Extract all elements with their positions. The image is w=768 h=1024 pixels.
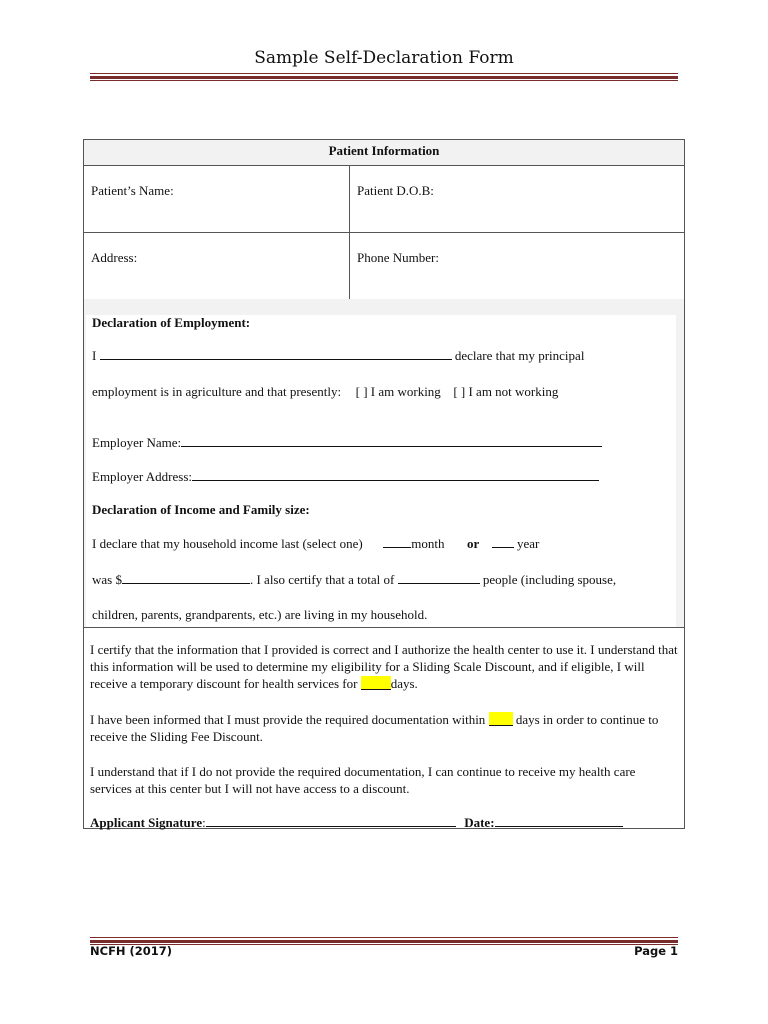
date-label: Date: bbox=[464, 815, 495, 830]
declaration-form bbox=[83, 139, 685, 829]
patient-name-cell[interactable] bbox=[84, 165, 350, 232]
employment-i: I bbox=[92, 348, 97, 363]
employment-line-1 bbox=[92, 348, 584, 364]
footer-divider bbox=[90, 937, 678, 945]
patient-dob-label: Patient D.O.B: bbox=[357, 183, 434, 198]
employer-name-line bbox=[92, 435, 602, 451]
documentation-end-text: days in order to continue to receive the Sliding Fee Discount. bbox=[90, 712, 659, 744]
people-count-blank[interactable] bbox=[398, 572, 480, 584]
employment-heading: Declaration of Employment: bbox=[92, 315, 251, 330]
page-number: Page 1 bbox=[634, 944, 678, 958]
declarant-name-blank[interactable] bbox=[100, 348, 452, 360]
certification-paragraph-1 bbox=[90, 641, 680, 692]
phone-label: Phone Number: bbox=[357, 250, 439, 265]
employment-line-2 bbox=[92, 384, 558, 400]
employment-declare-text: declare that my principal bbox=[454, 348, 585, 363]
signature-label: Applicant Signature bbox=[90, 815, 203, 830]
year-blank[interactable] bbox=[492, 536, 514, 548]
patient-name-label: Patient’s Name: bbox=[91, 183, 174, 198]
certification-text: I certify that the information that I provided is correct and I authorize the health center to use it. I understand that this information will be used to determine my eligibility for a Sliding Scale Discount, and if eligible, I will receive a temporary discount for health services for bbox=[90, 642, 678, 691]
or-word: or bbox=[466, 536, 480, 551]
household-line: children, parents, grandparents, etc.) are living in my household. bbox=[92, 607, 428, 622]
signature-blank[interactable] bbox=[206, 815, 456, 827]
people-text: people (including spouse, bbox=[482, 572, 617, 587]
phone-cell[interactable] bbox=[350, 232, 684, 299]
patient-row-2 bbox=[84, 232, 684, 300]
working-checkbox[interactable]: [ ] I am working bbox=[355, 384, 441, 399]
income-line-1 bbox=[92, 536, 539, 552]
patient-dob-cell[interactable] bbox=[350, 165, 684, 232]
discount-days-blank[interactable] bbox=[361, 676, 391, 690]
income-was-text: was $ bbox=[92, 572, 122, 587]
signature-colon: : bbox=[202, 815, 206, 830]
days-text: days. bbox=[390, 676, 418, 691]
date-blank[interactable] bbox=[495, 815, 623, 827]
title-divider bbox=[90, 73, 678, 81]
employer-address-blank[interactable] bbox=[192, 469, 599, 481]
documentation-days-blank[interactable] bbox=[489, 712, 513, 726]
employer-name-blank[interactable] bbox=[181, 435, 602, 447]
footer-left: NCFH (2017) bbox=[90, 944, 173, 958]
patient-row-1 bbox=[84, 165, 684, 233]
certification-paragraph-2 bbox=[90, 711, 680, 745]
documentation-text: I have been informed that I must provide the required documentation within bbox=[90, 712, 486, 727]
income-period-text: I declare that my household income last (select one) bbox=[92, 536, 363, 551]
address-label: Address: bbox=[91, 250, 138, 265]
page-title: Sample Self-Declaration Form bbox=[254, 48, 514, 68]
year-option: year bbox=[517, 536, 540, 551]
employer-address-label: Employer Address: bbox=[92, 469, 193, 484]
not-working-checkbox[interactable]: [ ] I am not working bbox=[453, 384, 559, 399]
employment-status-text: employment is in agriculture and that presently: bbox=[92, 384, 342, 399]
employer-name-label: Employer Name: bbox=[92, 435, 182, 450]
certification-paragraph-3: I understand that if I do not provide the required documentation, I can continue to receive my health care services at this center but I will not have access to a discount. bbox=[90, 764, 636, 796]
patient-info-header: Patient Information bbox=[84, 140, 684, 166]
income-line-2 bbox=[92, 572, 616, 588]
address-cell[interactable] bbox=[84, 232, 350, 299]
employment-income-section bbox=[84, 299, 684, 628]
month-option: month bbox=[411, 536, 445, 551]
signature-line bbox=[90, 815, 623, 831]
income-amount-blank[interactable] bbox=[122, 572, 250, 584]
month-blank[interactable] bbox=[383, 536, 411, 548]
certify-total-text: . I also certify that a total of bbox=[249, 572, 395, 587]
employer-address-line bbox=[92, 469, 599, 485]
income-heading: Declaration of Income and Family size: bbox=[92, 502, 310, 517]
